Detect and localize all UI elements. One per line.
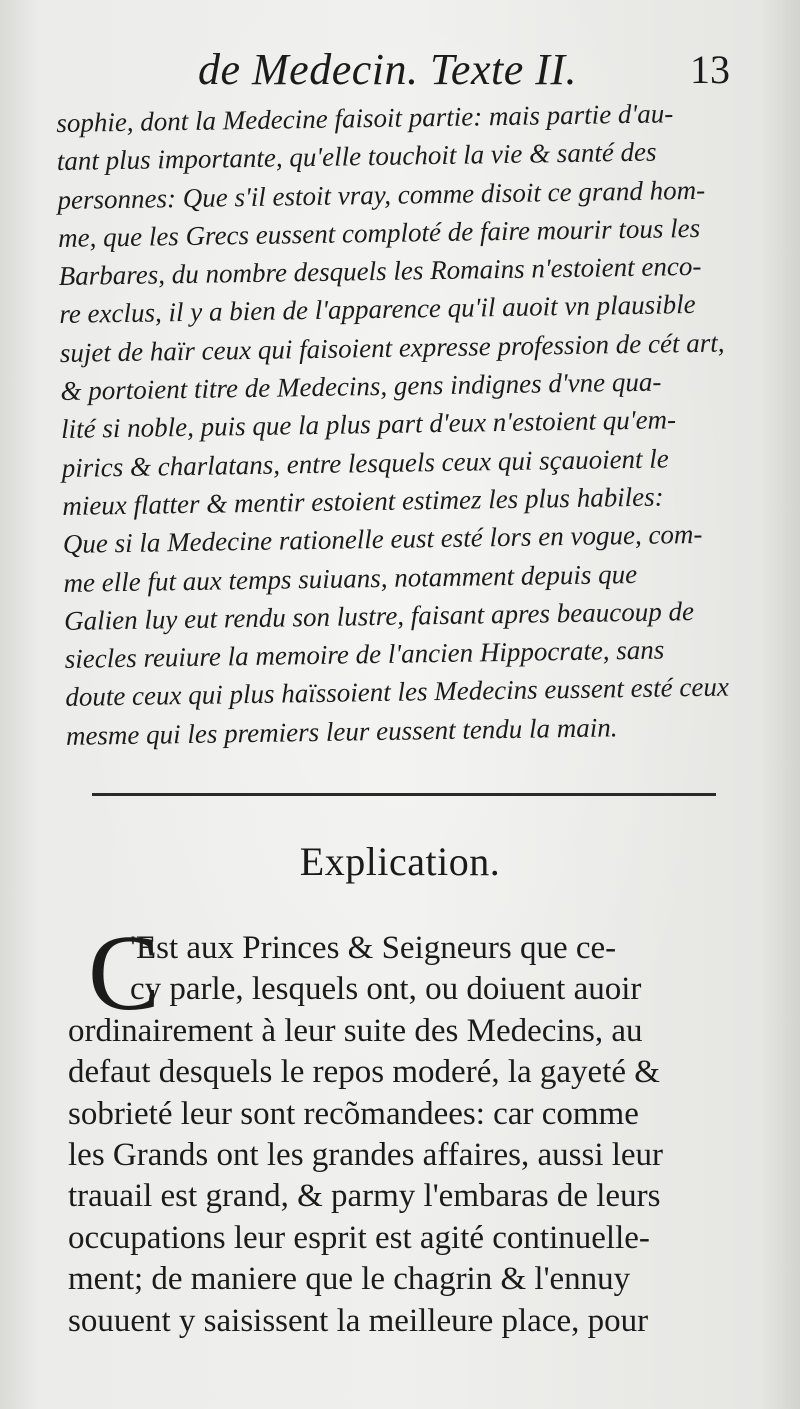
text-line: sujet de haïr ceux qui faisoient expresse profession de cét art, — [59, 327, 725, 368]
page-header — [0, 40, 800, 100]
body-line: ordinairement à leur suite des Medecins, au — [68, 1012, 643, 1049]
body-line: 'Est aux Princes & Seigneurs que ce- — [130, 930, 617, 966]
body-text-block — [68, 928, 758, 1342]
horizontal-rule — [92, 793, 716, 796]
section-title: Explication. — [299, 839, 501, 884]
text-line: siecles reuiure la memoire de l'ancien Hippocrate, sans — [64, 634, 665, 675]
text-line: doute ceux qui plus haïssoient les Medecins eussent esté ceux — [65, 671, 730, 713]
text-line: personnes: Que s'il estoit vray, comme disoit ce grand hom- — [57, 174, 706, 215]
body-line: sobrieté leur sont recõmandees: car comme — [68, 1095, 639, 1132]
text-line: sophie, dont la Medecine faisoit partie: mais partie d'au- — [56, 98, 674, 138]
body-line: occupations leur esprit est agité continuelle- — [68, 1219, 650, 1256]
text-line: lité si noble, puis que la plus part d'eux n'estoient qu'em- — [60, 404, 677, 445]
text-line: Barbares, du nombre desquels les Romains n'estoient enco- — [58, 251, 702, 292]
text-line: pirics & charlatans, entre lesquels ceux qui sçauoient le — [61, 443, 670, 483]
running-title: de Medecin. Texte II. — [198, 45, 578, 94]
drop-cap: C — [88, 914, 161, 1033]
text-line: mesme qui les premiers leur eussent tendu la main. — [65, 712, 618, 751]
text-line: Galien luy eut rendu son lustre, faisant apres beaucoup de — [63, 595, 695, 636]
text-line: tant plus importante, qu'elle touchoit la vie & santé des — [56, 136, 657, 177]
body-line: trauail est grand, & parmy l'embaras de leurs — [68, 1178, 661, 1215]
body-line: ment; de maniere que le chagrin & l'ennuy — [68, 1261, 631, 1298]
italic-text-block — [56, 93, 756, 755]
page-number: 13 — [690, 47, 730, 92]
body-line: cy parle, lesquels ont, ou doiuent auoir — [130, 971, 642, 1008]
text-line: me elle fut aux temps suiuans, notamment depuis que — [63, 558, 638, 598]
body-line: souuent y saisissent la meilleure place, pour — [68, 1302, 649, 1339]
body-line: defaut desquels le repos moderé, la gayeté & — [68, 1054, 660, 1091]
text-line: re exclus, il y a bien de l'apparence qu'il auoit vn plausible — [59, 289, 696, 330]
text-line: & portoient titre de Medecins, gens indignes d'vne qua- — [60, 366, 662, 407]
text-line: Que si la Medecine rationelle eust esté lors en vogue, com- — [62, 519, 703, 560]
text-line: mieux flatter & mentir estoient estimez les plus habiles: — [62, 481, 664, 521]
text-line: me, que les Grecs eussent comploté de faire mourir tous les — [57, 212, 701, 253]
body-line: les Grands ont les grandes affaires, aussi leur — [68, 1136, 664, 1173]
